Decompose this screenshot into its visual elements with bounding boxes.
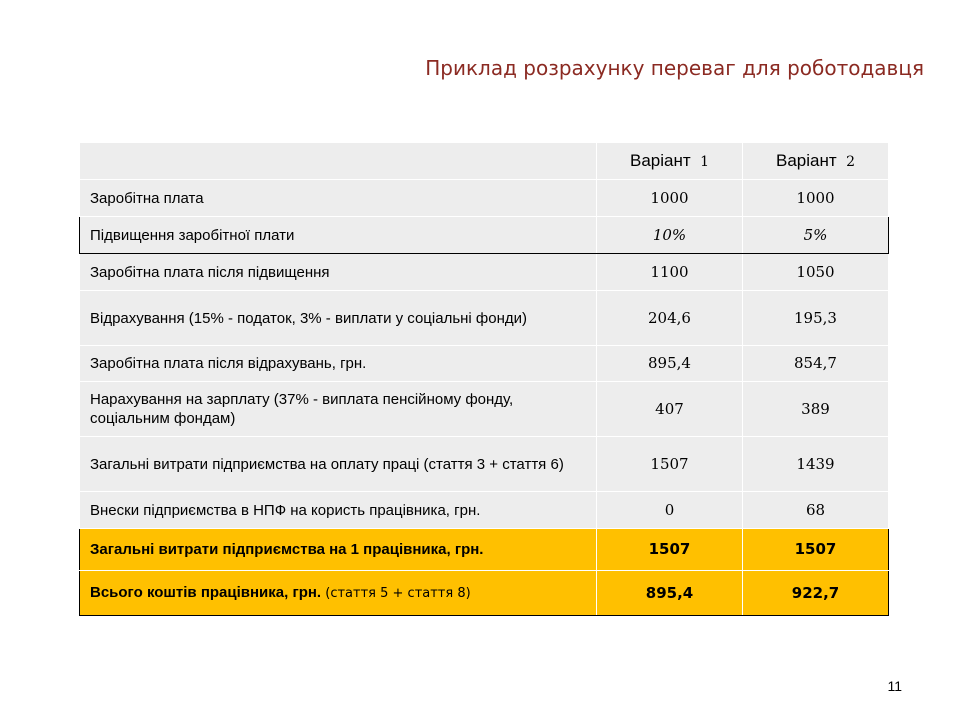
page-number: 11 [887, 678, 902, 694]
row-value-variant-2: 68 [743, 492, 889, 529]
slide-title: Приклад розрахунку переваг для роботодавця [425, 56, 924, 80]
row-label: Загальні витрати підприємства на 1 працівника, грн. [80, 529, 597, 571]
table-row [80, 217, 889, 254]
comparison-table [79, 142, 889, 616]
row-value-variant-2: 1000 [743, 180, 889, 217]
header-empty-cell [80, 143, 597, 180]
table-row [80, 492, 889, 529]
row-value-variant-1: 895,4 [597, 571, 743, 616]
table-row [80, 346, 889, 382]
row-label: Внески підприємства в НПФ на користь працівника, грн. [80, 492, 597, 529]
row-label: Заробітна плата [80, 180, 597, 217]
row-label [80, 571, 597, 616]
total-row-expenses [80, 529, 889, 571]
row-value-variant-1: 1100 [597, 254, 743, 291]
row-value-variant-1: 895,4 [597, 346, 743, 382]
row-label: Загальні витрати підприємства на оплату праці (стаття 3 + стаття 6) [80, 437, 597, 492]
row-value-variant-1: 204,6 [597, 291, 743, 346]
table-row [80, 437, 889, 492]
table-header-row [80, 143, 889, 180]
table-row [80, 254, 889, 291]
row-value-variant-1: 1507 [597, 529, 743, 571]
row-value-variant-2: 1050 [743, 254, 889, 291]
total-row-employee-funds [80, 571, 889, 616]
row-label: Заробітна плата після підвищення [80, 254, 597, 291]
row-label-note: (стаття 5 + стаття 8) [325, 586, 471, 601]
row-value-variant-1: 1507 [597, 437, 743, 492]
header-variant-1: Варіант 1 [597, 143, 743, 180]
row-value-variant-2: 1507 [743, 529, 889, 571]
row-value-variant-2: 195,3 [743, 291, 889, 346]
row-label-text: Всього коштів працівника, грн. [90, 584, 322, 601]
row-value-variant-2: 1439 [743, 437, 889, 492]
row-label: Нарахування на зарплату (37% - виплата пенсійному фонду, соціальним фондам) [80, 382, 597, 437]
row-value-variant-2: 922,7 [743, 571, 889, 616]
header-variant-2: Варіант 2 [743, 143, 889, 180]
table-row [80, 382, 889, 437]
row-value-variant-2: 854,7 [743, 346, 889, 382]
row-value-variant-1: 0 [597, 492, 743, 529]
table-row [80, 180, 889, 217]
row-label: Відрахування (15% - податок, 3% - виплати у соціальні фонди) [80, 291, 597, 346]
row-label: Заробітна плата після відрахувань, грн. [80, 346, 597, 382]
row-value-variant-1: 10% [597, 217, 743, 254]
row-label: Підвищення заробітної плати [80, 217, 597, 254]
row-value-variant-2: 389 [743, 382, 889, 437]
row-value-variant-1: 407 [597, 382, 743, 437]
row-value-variant-1: 1000 [597, 180, 743, 217]
table-row [80, 291, 889, 346]
row-value-variant-2: 5% [743, 217, 889, 254]
